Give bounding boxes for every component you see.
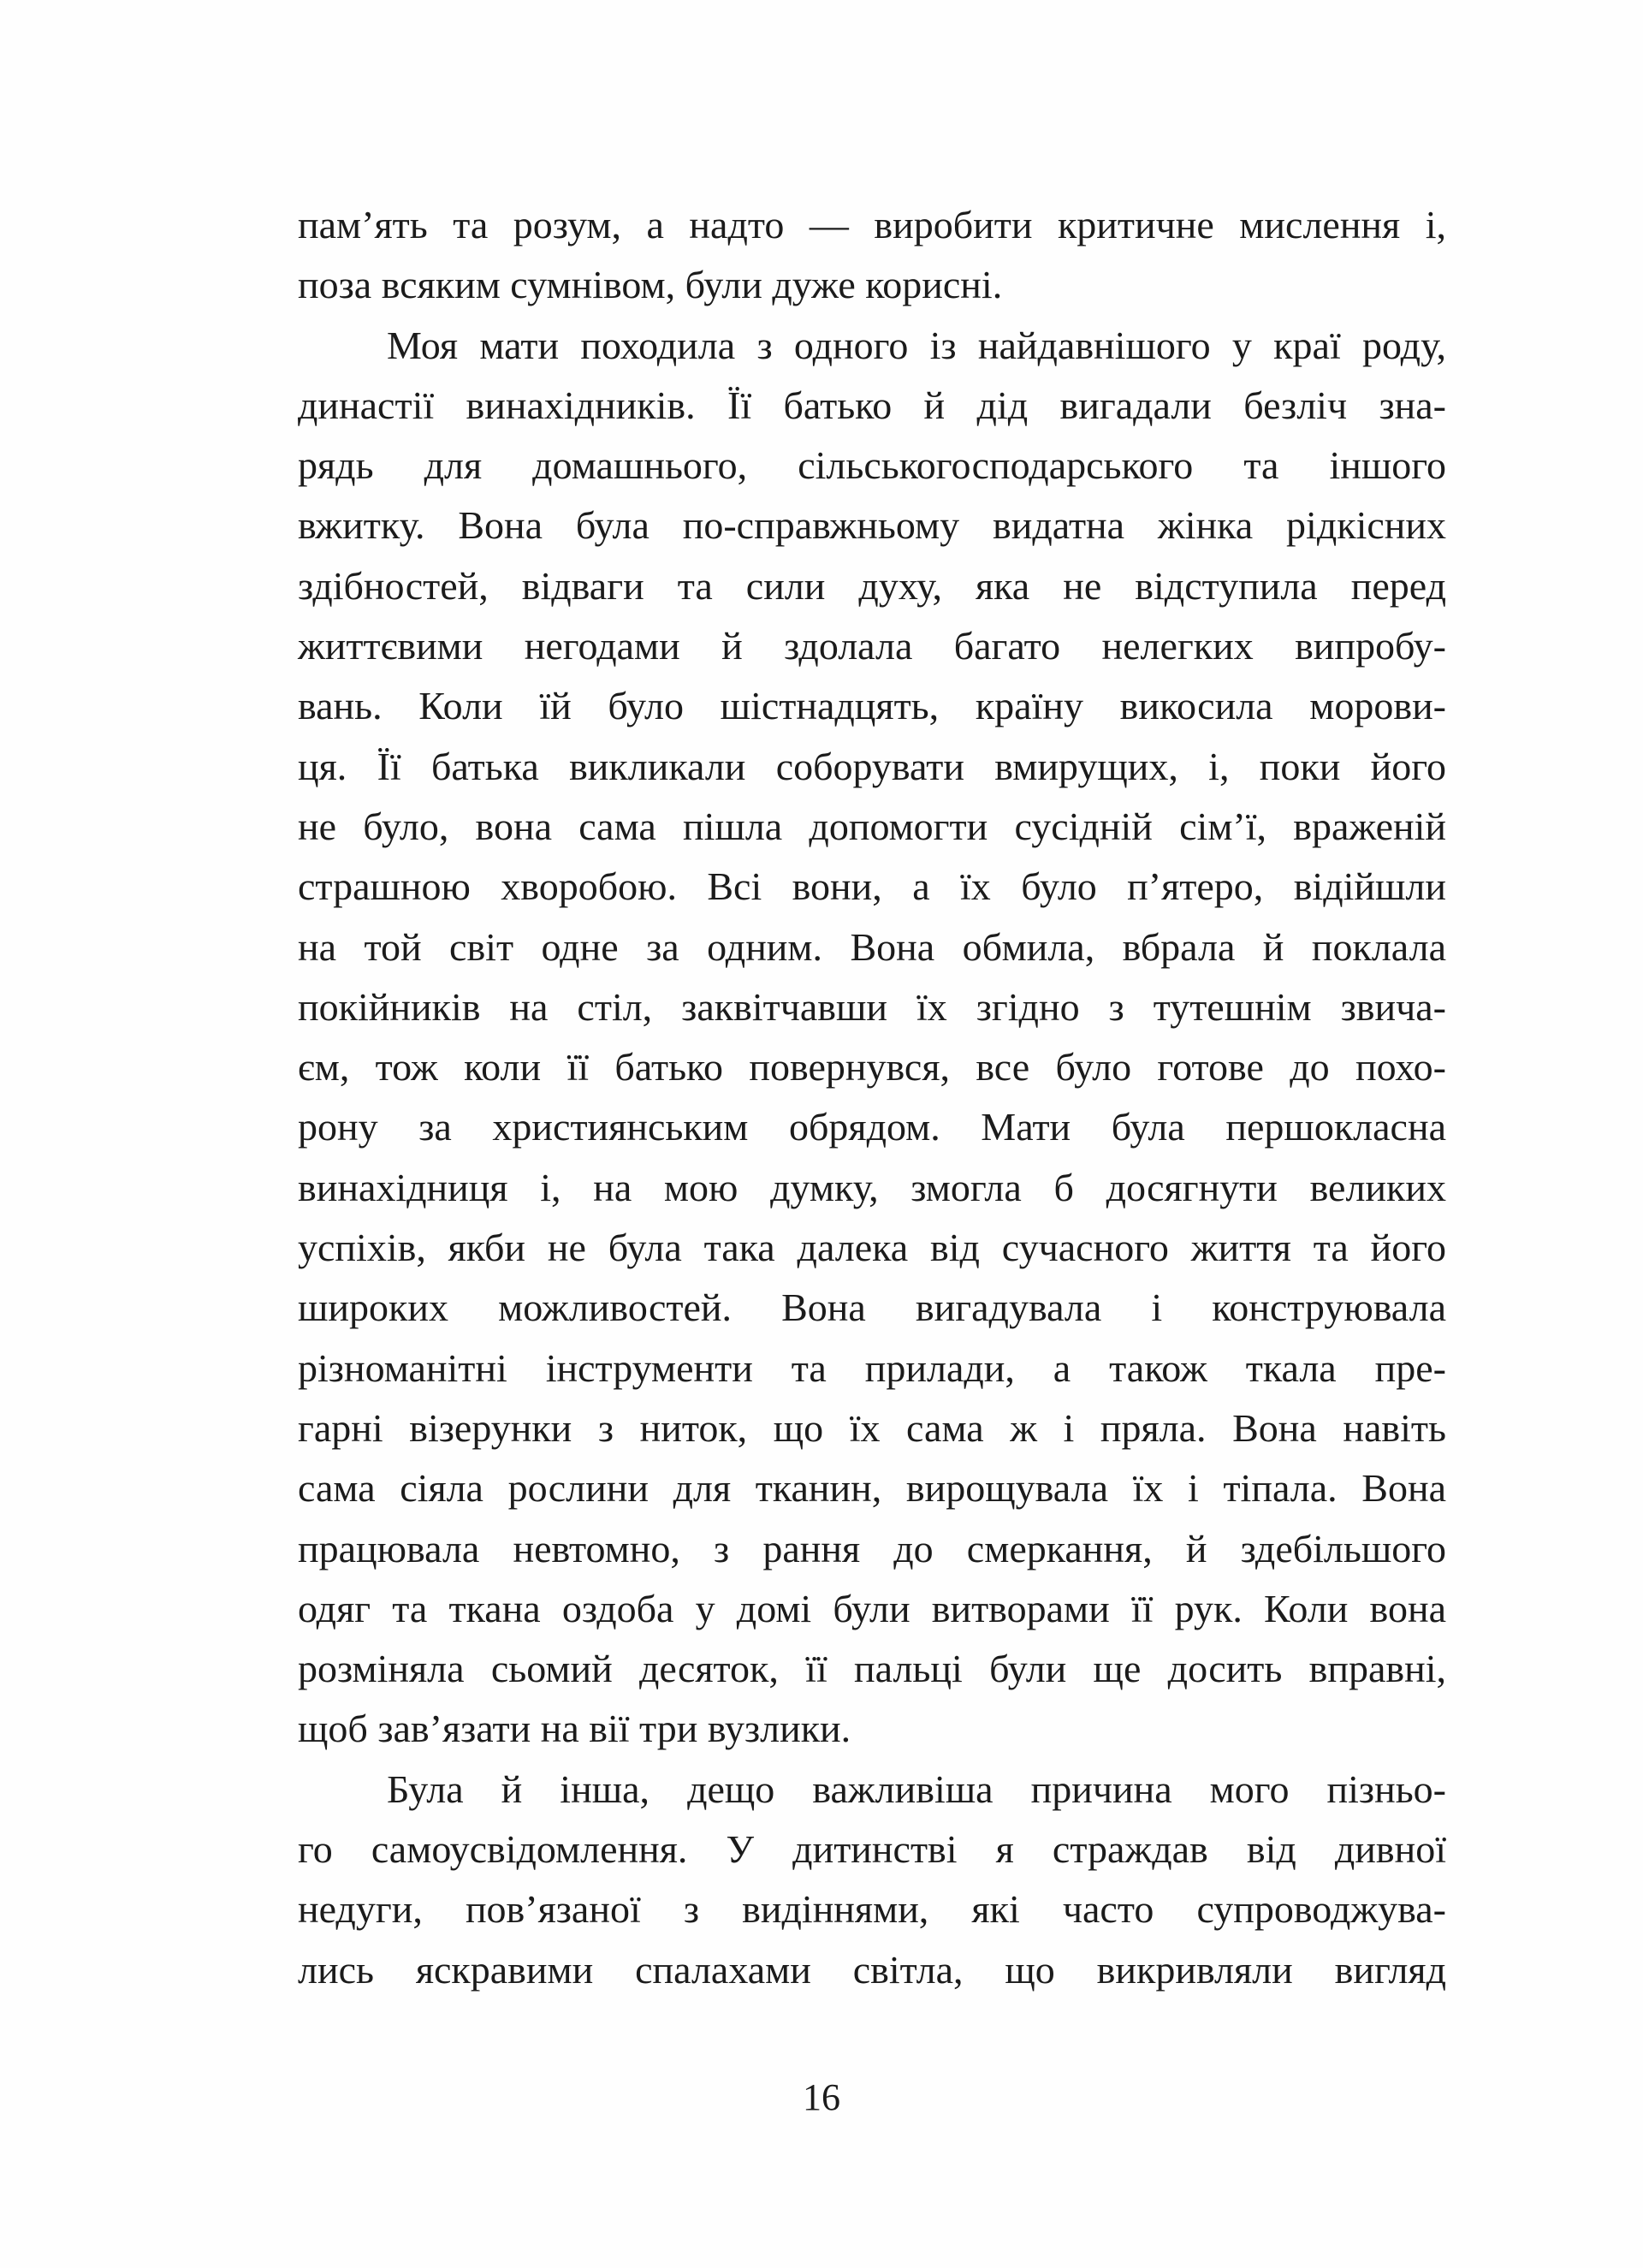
text-line: здібностей, відваги та сили духу, яка не відступила перед: [298, 563, 1446, 608]
text-line: вань. Коли їй було шістнадцять, країну викосила морови-: [298, 684, 1446, 728]
text-line: не було, вона сама пішла допомогти сусідній сім’ї, враженій: [298, 804, 1446, 848]
paragraph: [298, 195, 1446, 316]
paragraph: [298, 1760, 1446, 2000]
text-line: лись яскравими спалахами світла, що викривляли вигляд: [298, 1947, 1446, 1992]
text-line: єм, тож коли її батько повернувся, все було готове до похо-: [298, 1045, 1446, 1089]
text-line: життєвими негодами й здолала багато нелегких випробу-: [298, 624, 1446, 668]
text-line: династії винахідників. Її батько й дід вигадали безліч зна-: [298, 383, 1446, 427]
text-line: Була й інша, дещо важливіша причина мого пізньо-: [387, 1766, 1446, 1811]
text-line: працювала невтомно, з рання до смеркання, й здебільшого: [298, 1526, 1446, 1570]
text-line: гарні візерунки з ниток, що їх сама ж і пряла. Вона навіть: [298, 1405, 1446, 1450]
text-line: на той світ одне за одним. Вона обмила, вбрала й поклала: [298, 924, 1446, 969]
text-line: вжитку. Вона була по-справжньому видатна жінка рідкісних: [298, 503, 1446, 548]
text-line: винахідниця і, на мою думку, змогла б досягнути великих: [298, 1165, 1446, 1209]
body-text: [298, 195, 1446, 2000]
text-line: покійників на стіл, заквітчавши їх згідно з тутешнім звича-: [298, 984, 1446, 1029]
text-line: поза всяким сумнівом, були дуже корисні.: [298, 263, 1003, 307]
text-line: ця. Її батька викликали соборувати вмирущих, і, поки його: [298, 744, 1446, 788]
text-line: успіхів, якби не була така далека від сучасного життя та його: [298, 1226, 1446, 1270]
text-line: Моя мати походила з одного із найдавнішого у краї роду,: [387, 323, 1446, 367]
text-line: різноманітні інструменти та прилади, а також ткала пре-: [298, 1345, 1446, 1390]
paragraph: [298, 316, 1446, 1760]
page-number: 16: [803, 2076, 840, 2118]
text-line: розміняла сьомий десяток, її пальці були ще досить вправні,: [298, 1647, 1446, 1691]
text-line: го самоусвідомлення. У дитинстві я страждав від дивної: [298, 1827, 1446, 1872]
text-line: пам’ять та розум, а надто — виробити критичне мислення і,: [298, 203, 1446, 246]
text-line: недуги, пов’язаної з видіннями, які часто супроводжува-: [298, 1887, 1446, 1932]
text-line: рядь для домашнього, сільськогосподарського та іншого: [298, 443, 1446, 488]
text-line: одяг та ткана оздоба у домі були витворами її рук. Коли вона: [298, 1586, 1446, 1630]
text-line: щоб зав’язати на вії три вузлики.: [298, 1707, 851, 1751]
text-line: рону за християнським обрядом. Мати була першокласна: [298, 1105, 1446, 1149]
text-line: сама сіяла рослини для тканин, вирощувала їх і тіпала. Вона: [298, 1466, 1446, 1511]
text-line: страшною хворобою. Всі вони, а їх було п’ятеро, відійшли: [298, 864, 1446, 909]
text-line: широких можливостей. Вона вигадувала і конструювала: [298, 1285, 1446, 1330]
